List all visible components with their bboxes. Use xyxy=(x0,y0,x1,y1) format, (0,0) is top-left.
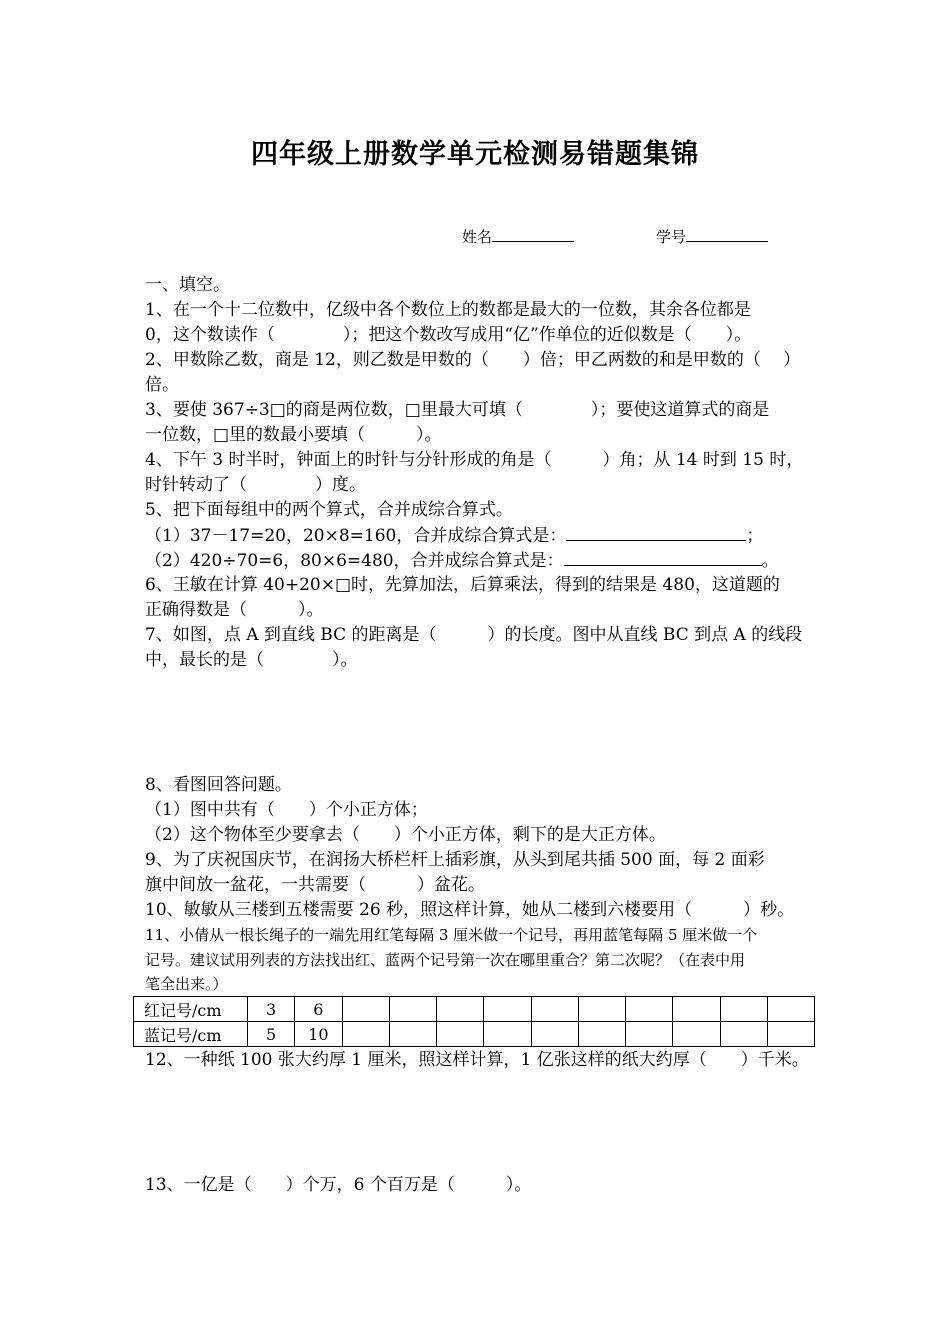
question-8-sub-2: （2）这个物体至少要拿去（ ）个小正方体，剩下的是大正方体。 xyxy=(145,825,666,845)
table-cell[interactable] xyxy=(767,997,814,1022)
marks-table xyxy=(133,996,815,1047)
question-1-line-2: 0，这个数读作（ ）；把这个数改写成用“亿”作单位的近似数是（ ）。 xyxy=(145,325,752,345)
row-header: 红记号/cm xyxy=(134,997,248,1022)
table-cell[interactable] xyxy=(720,1022,767,1047)
student-id-field xyxy=(656,226,768,247)
question-11-line-1: 11、小倩从一根长绳子的一端先用红笔每隔 3 厘米做一个记号，再用蓝笔每隔 5 厘米做一个 xyxy=(145,926,758,944)
name-field xyxy=(462,226,574,247)
question-11-line-2: 记号。建议试用列表的方法找出红、蓝两个记号第一次在哪里重合？第二次呢？（在表中用 xyxy=(145,951,746,969)
answer-blank[interactable] xyxy=(566,524,746,541)
question-9-line-2: 旗中间放一盆花，一共需要（ ）盆花。 xyxy=(145,875,485,895)
question-5-sub-1-text: （1）37－17=20，20×8=160，合并成综合算式是： xyxy=(145,526,567,546)
table-cell[interactable] xyxy=(437,997,484,1022)
question-7-line-2: 中，最长的是（ ）。 xyxy=(145,650,358,670)
question-5-sub-2-end: 。 xyxy=(761,551,779,571)
question-13-line-1: 13、一亿是（ ）个万，6 个百万是（ ）。 xyxy=(145,1175,532,1195)
question-6-line-2: 正确得数是（ ）。 xyxy=(145,600,324,620)
table-row xyxy=(134,1022,815,1047)
question-12-line-1: 12、一种纸 100 张大约厚 1 厘米，照这样计算，1 亿张这样的纸大约厚（ ）千米。 xyxy=(145,1050,809,1070)
question-9-line-1: 9、为了庆祝国庆节，在润扬大桥栏杆上插彩旗，从头到尾共插 500 面，每 2 面彩 xyxy=(145,850,765,870)
name-label: 姓名 xyxy=(462,228,493,246)
table-cell[interactable] xyxy=(531,1022,578,1047)
table-cell[interactable]: 6 xyxy=(295,997,342,1022)
question-6-line-1: 6、王敏在计算 40+20×□时，先算加法，后算乘法，得到的结果是 480，这道题的 xyxy=(145,575,780,595)
answer-blank[interactable] xyxy=(564,549,762,566)
question-2-line-2: 倍。 xyxy=(145,375,179,395)
question-5-sub-1-end: ； xyxy=(746,526,764,546)
table-cell[interactable]: 5 xyxy=(248,1022,295,1047)
question-5-sub-2 xyxy=(145,549,779,572)
question-4-line-1: 4、下午 3 时半时，钟面上的时针与分针形成的角是（ ）角；从 14 时到 15 时， xyxy=(145,450,804,470)
question-4-line-2: 时针转动了（ ）度。 xyxy=(145,475,366,495)
question-3-line-1: 3、要使 367÷3□的商是两位数，□里最大可填（ ）；要使这道算式的商是 xyxy=(145,400,770,420)
table-cell[interactable] xyxy=(389,997,436,1022)
table-cell[interactable] xyxy=(578,997,625,1022)
question-2-line-1: 2、甲数除乙数，商是 12，则乙数是甲数的（ ）倍；甲乙两数的和是甲数的（ ） xyxy=(145,350,801,370)
question-11-line-3: 笔全出来。） xyxy=(145,975,228,993)
table-cell[interactable] xyxy=(484,1022,531,1047)
question-7-line-1: 7、如图，点 A 到直线 BC 的距离是（ ）的长度。图中从直线 BC 到点 A 的线段 xyxy=(145,625,803,645)
table-cell[interactable] xyxy=(720,997,767,1022)
table-cell[interactable]: 10 xyxy=(295,1022,342,1047)
question-3-line-2: 一位数，□里的数最小要填（ ）。 xyxy=(145,425,442,445)
table-cell[interactable] xyxy=(673,997,720,1022)
section-heading: 一、填空。 xyxy=(145,275,230,295)
question-8-line-1: 8、看图回答问题。 xyxy=(145,775,292,795)
question-5-sub-1 xyxy=(145,524,763,547)
question-1-line-1: 1、在一个十二位数中，亿级中各个数位上的数都是最大的一位数，其余各位都是 xyxy=(145,300,751,320)
table-cell[interactable] xyxy=(484,997,531,1022)
table-cell[interactable] xyxy=(673,1022,720,1047)
question-5-line-1: 5、把下面每组中的两个算式，合并成综合算式。 xyxy=(145,500,513,520)
table-cell[interactable] xyxy=(342,1022,389,1047)
table-cell[interactable] xyxy=(437,1022,484,1047)
table-cell[interactable]: 3 xyxy=(248,997,295,1022)
question-8-sub-1: （1）图中共有（ ）个小正方体； xyxy=(145,800,428,820)
student-id-blank xyxy=(686,227,768,242)
table-cell[interactable] xyxy=(578,1022,625,1047)
table-cell[interactable] xyxy=(342,997,389,1022)
table-cell[interactable] xyxy=(767,1022,814,1047)
row-header: 蓝记号/cm xyxy=(134,1022,248,1047)
table-cell[interactable] xyxy=(531,997,578,1022)
question-5-sub-2-text: （2）420÷70=6，80×6=480，合并成综合算式是： xyxy=(145,551,564,571)
table-cell[interactable] xyxy=(626,997,673,1022)
page-title: 四年级上册数学单元检测易错题集锦 xyxy=(251,139,699,170)
table-cell[interactable] xyxy=(626,1022,673,1047)
name-blank xyxy=(492,227,574,242)
table-row xyxy=(134,997,815,1022)
question-10-line-1: 10、敏敏从三楼到五楼需要 26 秒，照这样计算，她从二楼到六楼要用（ ）秒。 xyxy=(145,900,795,920)
student-id-label: 学号 xyxy=(656,228,687,246)
table-cell[interactable] xyxy=(389,1022,436,1047)
